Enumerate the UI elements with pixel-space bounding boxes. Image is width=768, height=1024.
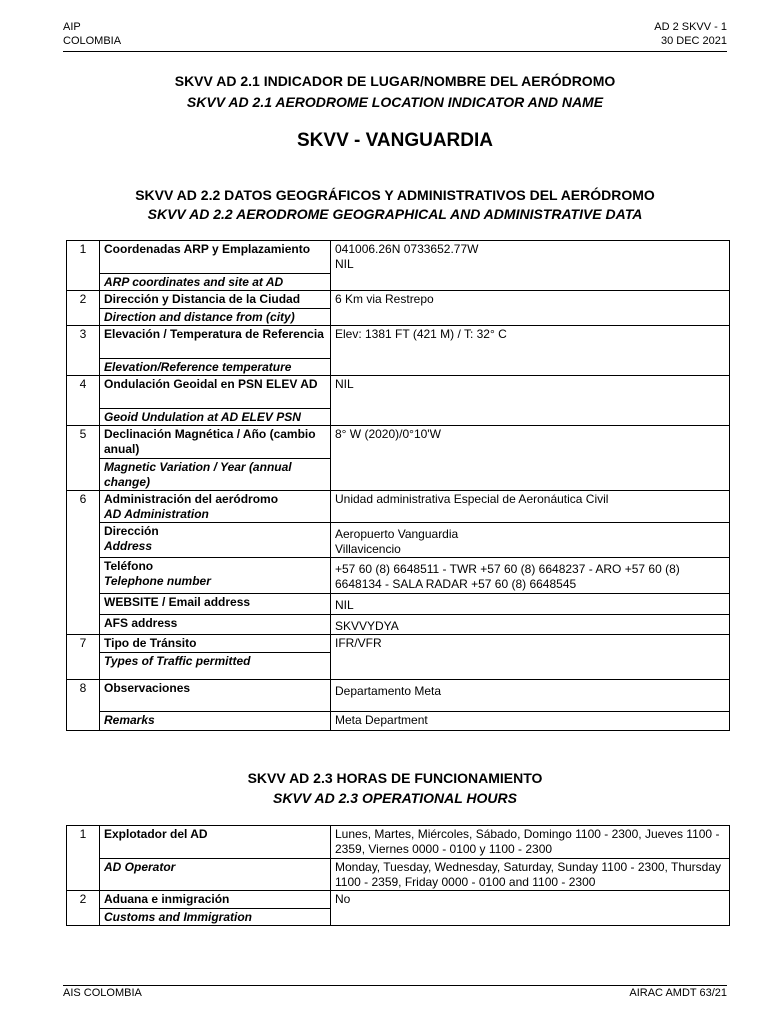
admin-label-es: Administración del aeródromo bbox=[104, 492, 279, 506]
geo-admin-table bbox=[66, 240, 730, 731]
row-number: 4 bbox=[67, 376, 100, 426]
telephone-value: +57 60 (8) 6648511 - TWR +57 60 (8) 6648237 - ARO +57 60 (8) 6648134 - SALA RADAR +57 60 (8) 6648545 bbox=[331, 558, 730, 594]
afs-label: AFS address bbox=[100, 615, 331, 635]
remarks-value-en: Meta Department bbox=[331, 712, 730, 731]
footer-right: AIRAC AMDT 63/21 bbox=[629, 987, 727, 999]
website-value: NIL bbox=[331, 594, 730, 615]
header-aip: AIP bbox=[63, 21, 81, 33]
address-line-2: Villavicencio bbox=[335, 542, 401, 556]
elevation-label-es: Elevación / Temperatura de Referencia bbox=[100, 326, 331, 359]
row-number: 1 bbox=[67, 826, 100, 891]
direction-value: 6 Km via Restrepo bbox=[331, 291, 730, 326]
elevation-value: Elev: 1381 FT (421 M) / T: 32° C bbox=[331, 326, 730, 376]
address-line-1: Aeropuerto Vanguardia bbox=[335, 527, 459, 541]
section-2-2-title-en: SKVV AD 2.2 AERODROME GEOGRAPHICAL AND ADMINISTRATIVE DATA bbox=[147, 206, 643, 222]
traffic-label-en: Types of Traffic permitted bbox=[100, 653, 331, 680]
afs-value: SKVVYDYA bbox=[331, 615, 730, 635]
row-number: 6 bbox=[67, 491, 100, 635]
row-number: 1 bbox=[67, 241, 100, 291]
header-right bbox=[654, 20, 727, 48]
section-2-1-title-es: SKVV AD 2.1 INDICADOR DE LUGAR/NOMBRE DEL AERÓDROMO bbox=[174, 73, 616, 89]
row-number: 2 bbox=[67, 891, 100, 926]
address-label-es: Dirección bbox=[104, 524, 159, 538]
section-2-3-title-es: SKVV AD 2.3 HORAS DE FUNCIONAMIENTO bbox=[247, 770, 543, 786]
website-label: WEBSITE / Email address bbox=[100, 594, 331, 615]
row-number: 2 bbox=[67, 291, 100, 326]
row-number: 3 bbox=[67, 326, 100, 376]
remarks-label-es: Observaciones bbox=[100, 680, 331, 712]
remarks-label-en: Remarks bbox=[100, 712, 331, 731]
direction-label-es: Dirección y Distancia de la Ciudad bbox=[100, 291, 331, 309]
customs-label-en: Customs and Immigration bbox=[100, 909, 331, 926]
telephone-label-en: Telephone number bbox=[104, 574, 211, 588]
geoid-value: NIL bbox=[331, 376, 730, 426]
telephone-label-es: Teléfono bbox=[104, 559, 154, 573]
row-number: 8 bbox=[67, 680, 100, 731]
operator-label-es: Explotador del AD bbox=[100, 826, 331, 859]
traffic-label-es: Tipo de Tránsito bbox=[100, 635, 331, 653]
arp-site: NIL bbox=[335, 257, 354, 271]
customs-label-es: Aduana e inmigración bbox=[100, 891, 331, 909]
row-number: 7 bbox=[67, 635, 100, 680]
aerodrome-name: SKVV - VANGUARDIA bbox=[297, 130, 493, 151]
magvar-label-en: Magnetic Variation / Year (annual change) bbox=[100, 459, 331, 491]
geoid-label-en: Geoid Undulation at AD ELEV PSN bbox=[100, 409, 331, 426]
admin-label bbox=[100, 491, 331, 523]
telephone-label bbox=[100, 558, 331, 594]
operational-hours-table bbox=[66, 825, 730, 926]
address-label-en: Address bbox=[104, 539, 153, 553]
arp-label-es: Coordenadas ARP y Emplazamiento bbox=[100, 241, 331, 274]
customs-value: No bbox=[331, 891, 730, 926]
elevation-label-en: Elevation/Reference temperature bbox=[100, 359, 331, 376]
section-2-2-title-es: SKVV AD 2.2 DATOS GEOGRÁFICOS Y ADMINISTRATIVOS DEL AERÓDROMO bbox=[135, 187, 655, 203]
magvar-label-es: Declinación Magnética / Año (cambio anual) bbox=[100, 426, 331, 459]
remarks-value-es: Departamento Meta bbox=[331, 680, 730, 712]
direction-label-en: Direction and distance from (city) bbox=[100, 309, 331, 326]
address-value bbox=[331, 523, 730, 558]
admin-label-en: AD Administration bbox=[104, 507, 209, 521]
section-2-1-title-en: SKVV AD 2.1 AERODROME LOCATION INDICATOR AND NAME bbox=[186, 94, 604, 110]
header-date: 30 DEC 2021 bbox=[660, 35, 727, 47]
arp-value bbox=[331, 241, 730, 291]
header-country: COLOMBIA bbox=[63, 35, 122, 47]
operator-hours-es: Lunes, Martes, Miércoles, Sábado, Domingo 1100 - 2300, Jueves 1100 - 2359, Viernes 0000 - 0100 y 1100 - 2300 bbox=[331, 826, 730, 859]
admin-value: Unidad administrativa Especial de Aeronáutica Civil bbox=[331, 491, 730, 523]
geoid-label-es: Ondulación Geoidal en PSN ELEV AD bbox=[100, 376, 331, 409]
operator-hours-en: Monday, Tuesday, Wednesday, Saturday, Sunday 1100 - 2300, Thursday 1100 - 2359, Friday 0000 - 0100 and 1100 - 2300 bbox=[331, 859, 730, 891]
header-rule bbox=[63, 51, 727, 52]
footer-rule-right bbox=[398, 985, 727, 986]
arp-label-en: ARP coordinates and site at AD bbox=[100, 274, 331, 291]
section-2-3-title-en: SKVV AD 2.3 OPERATIONAL HOURS bbox=[272, 790, 517, 806]
header-left bbox=[63, 20, 121, 48]
footer-rule-left bbox=[63, 985, 398, 986]
header-page-id: AD 2 SKVV - 1 bbox=[654, 21, 727, 33]
row-number: 5 bbox=[67, 426, 100, 491]
operator-label-en: AD Operator bbox=[100, 859, 331, 891]
footer-left: AIS COLOMBIA bbox=[63, 987, 142, 999]
traffic-value: IFR/VFR bbox=[331, 635, 730, 680]
address-label bbox=[100, 523, 331, 558]
arp-coordinates: 041006.26N 0733652.77W bbox=[335, 242, 479, 256]
magvar-value: 8° W (2020)/0°10'W bbox=[331, 426, 730, 491]
